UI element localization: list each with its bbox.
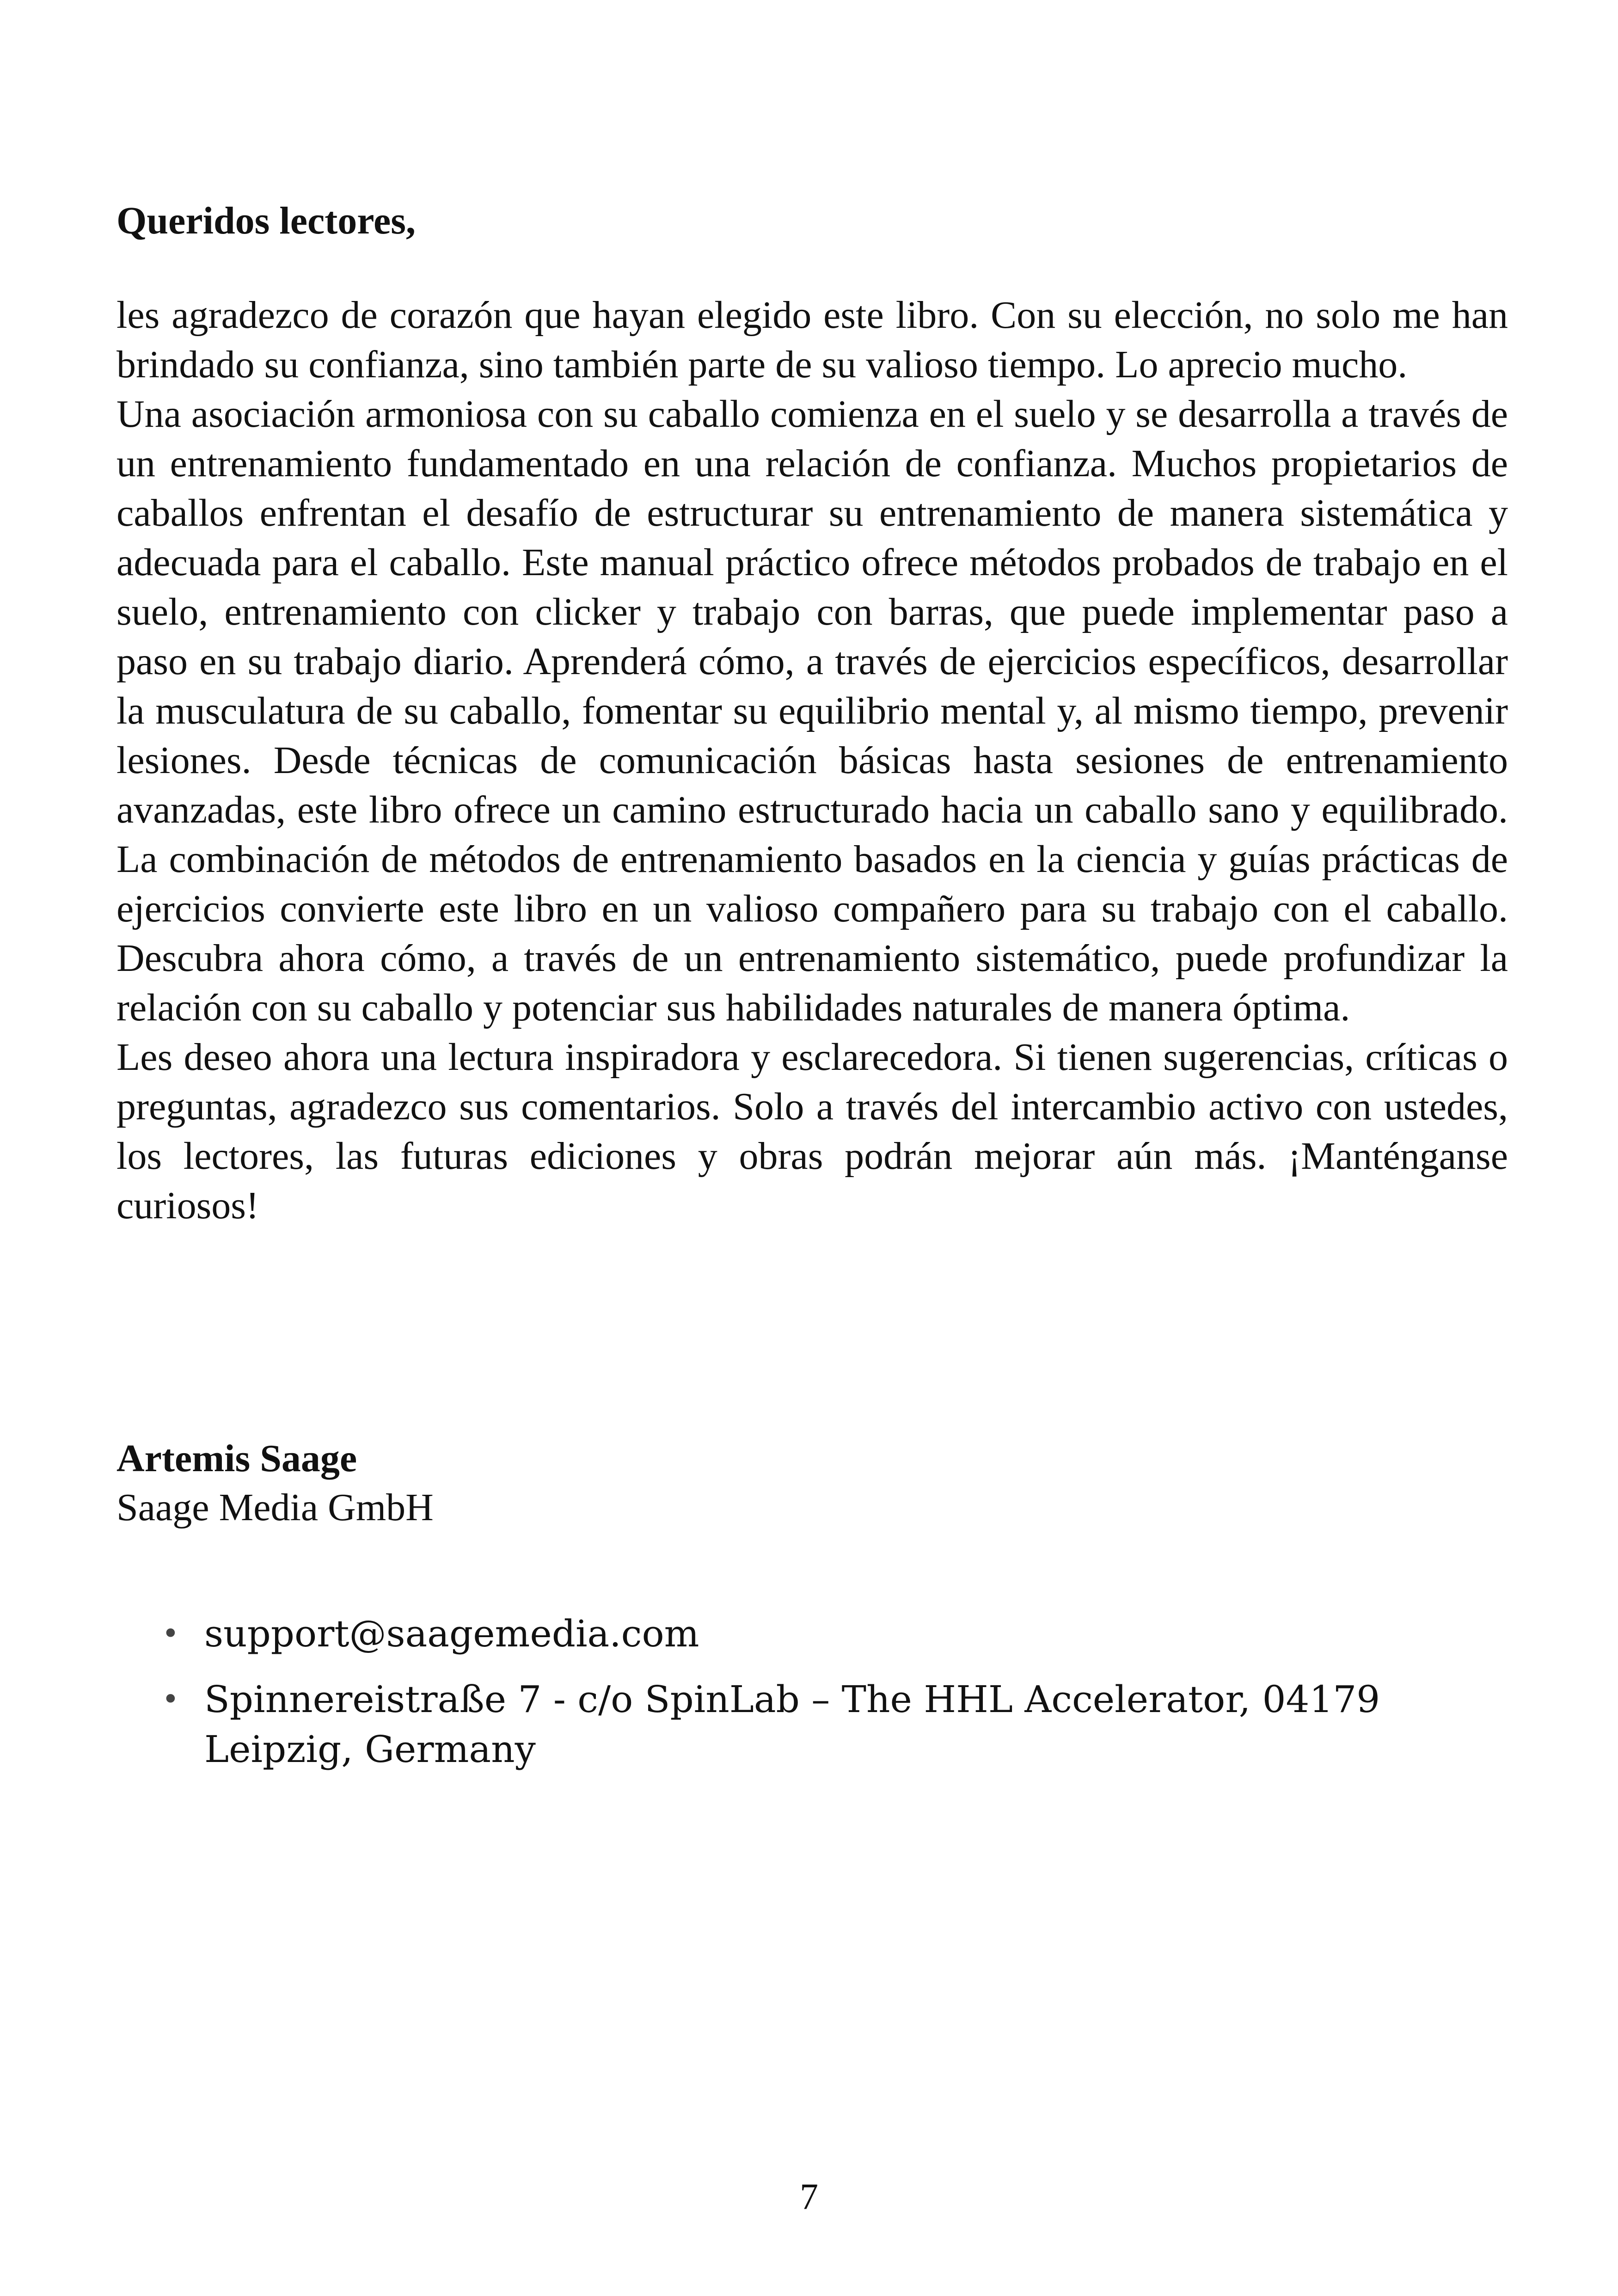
bullet-icon: • (162, 1617, 179, 1651)
letter-greeting: Queridos lectores, (116, 199, 416, 242)
author-company: Saage Media GmbH (116, 1486, 434, 1529)
page-number: 7 (800, 2177, 818, 2217)
author-name: Artemis Saage (116, 1437, 357, 1480)
letter-paragraph-2: Una asociación armoniosa con su caballo comienza en el suelo y se desarrolla a través de un entrenamiento fundamentado en una relación de confianza. Muchos propietarios de caballos enfrentan el desafío de estructurar su entrenamiento de manera sistemática y adecuada para el caballo. Este manual práctico ofrece métodos probados de trabajo en el suelo, entrenamiento con clicker y trabajo con barras, que puede implementar paso a paso en su trabajo diario. Aprenderá cómo, a través de ejercicios específicos, desarrollar la musculatura de su caballo, fomentar su equilibrio mental y, al mismo tiempo, prevenir lesiones. Desde técnicas de comunicación básicas hasta sesiones de entrenamiento avanzadas, este libro ofrece un camino estructurado hacia un caballo sano y equilibrado. La combinación de métodos de entrenamiento basados en la ciencia y guías prácticas de ejercicios convierte este libro en un valioso compañero para su trabajo con el caballo. Descubra ahora cómo, a través de un entrenamiento sistemático, puede profundizar la relación con su caballo y potenciar sus habilidades naturales de manera óptima. (116, 393, 1508, 1029)
letter-paragraph-1: les agradezco de corazón que hayan elegido este libro. Con su elección, no solo me han brindado su confianza, sino también parte de su valioso tiempo. Lo aprecio mucho. (116, 294, 1508, 386)
contact-email[interactable]: support@saagemedia.com (204, 1612, 699, 1655)
contact-item-email (116, 1609, 1508, 1659)
contact-item-address (116, 1675, 1508, 1774)
contact-list (116, 1609, 1508, 1790)
letter-body (116, 290, 1508, 1230)
letter-paragraph-3: Les deseo ahora una lectura inspiradora y esclarecedora. Si tienen sugerencias, críticas o preguntas, agradezco sus comentarios. Solo a través del intercambio activo con ustedes, los lectores, las futuras ediciones y obras podrán mejorar aún más. ¡Manténganse curiosos! (116, 1036, 1508, 1227)
author-signature (116, 1434, 1508, 1532)
contact-address: Spinnereistraße 7 - c/o SpinLab – The HHL Accelerator, 04179 Leipzig, Germany (204, 1678, 1380, 1771)
bullet-icon: • (162, 1682, 179, 1717)
